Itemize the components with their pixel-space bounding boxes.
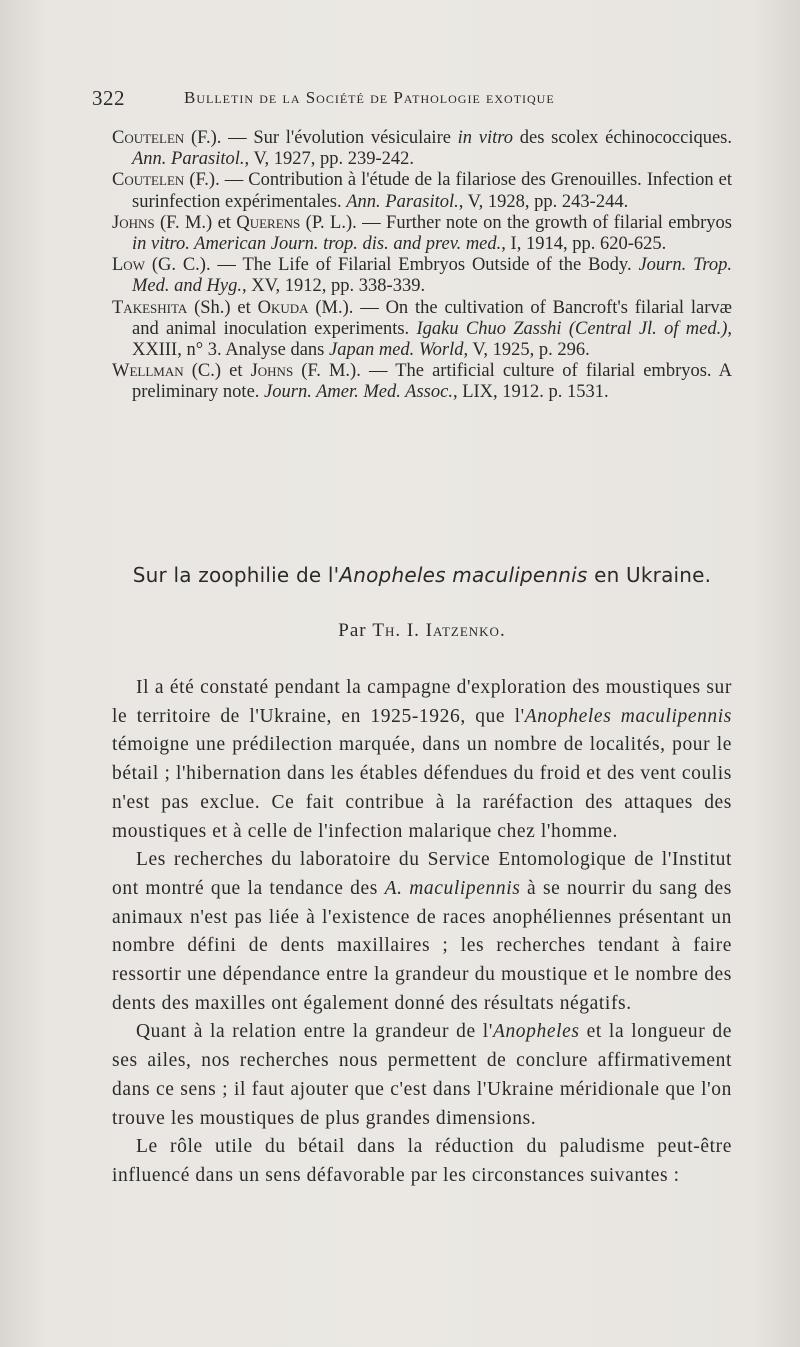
reference-item: Coutelen (F.). — Sur l'évolution vésiculaire in vitro des scolex échinococciques. Ann. Parasitol., V, 1927, pp. 239-242. (112, 128, 733, 170)
body-paragraph: Les recherches du laboratoire du Service Entomologique de l'Institut ont montré que la tendance des A. maculipennis à se nourrir du sang des animaux n'est pas liée à l'existence de races anophéliennes présentant un nombre défini de dents maxillaires ; les recherches tendant à faire ressortir une dépendance entre la grandeur du moustique et le nombre des dents des maxilles ont également donné des résultats négatifs. (112, 849, 732, 1014)
reference-item: Low (G. C.). — The Life of Filarial Embryos Outside of the Body. Journ. Trop. Med. and Hyg., XV, 1912, pp. 338-339. (112, 255, 732, 297)
reference-item: Takeshita (Sh.) et Okuda (M.). — On the cultivation of Bancroft's filarial larvæ and animal inoculation experiments. Igaku Chuo Zasshi (Central Jl. of med.), XXIII, n° 3. Analyse dans Japan med. World, V, 1925, p. 296. (112, 297, 733, 361)
reference-item: Coutelen (F.). — Contribution à l'étude de la filariose des Grenouilles. Infection et surinfection expérimentales. Ann. Parasitol., V, 1928, pp. 243-244. (112, 170, 732, 212)
page-number: 322 (92, 86, 125, 110)
body-paragraph: Le rôle utile du bétail dans la réduction du paludisme peut-être influencé dans un sens défavorable par les circonstances suivantes : (112, 1136, 732, 1186)
running-head: Bulletin de la Société de Pathologie exotique (184, 88, 555, 107)
body-paragraph: Quant à la relation entre la grandeur de l'Anopheles et la longueur de ses ailes, nos recherches nous permettent de conclure affirmativement dans ce sens ; il faut ajouter que c'est dans l'Ukraine méridionale que l'on trouve les moustiques de plus grandes dimensions. (112, 1021, 733, 1129)
article-title: Sur la zoophilie de l'Anopheles maculipennis en Ukraine. (132, 563, 712, 587)
reference-item: Johns (F. M.) et Querens (P. L.). — Further note on the growth of filarial embryos in vitro. American Journ. trop. dis. and prev. med., I, 1914, pp. 620-625. (112, 212, 733, 255)
author-name: Th. I. Iatzenko. (372, 620, 506, 641)
reference-item: Wellman (C.) et Johns (F. M.). — The artificial culture of filarial embryos. A preliminary note. Journ. Amer. Med. Assoc., LIX, 1912. p. 1531. (112, 361, 732, 403)
body-paragraph: Il a été constaté pendant la campagne d'exploration des moustiques sur le territoire de l'Ukraine, en 1925-1926, que l'Anopheles maculipennis témoigne une prédilection marquée, dans un nombre de localités, pour le bétail ; l'hibernation dans les étables défendues du froid et des vent coulis n'est pas exclue. Ce fait contribue à la raréfaction des attaques des moustiques et à celle de l'infection malarique chez l'homme. (112, 677, 732, 842)
article-byline: Par Th. I. Iatzenko. (338, 620, 506, 641)
page-header (92, 86, 732, 116)
reference-list (112, 128, 732, 404)
article-body (112, 674, 732, 1191)
